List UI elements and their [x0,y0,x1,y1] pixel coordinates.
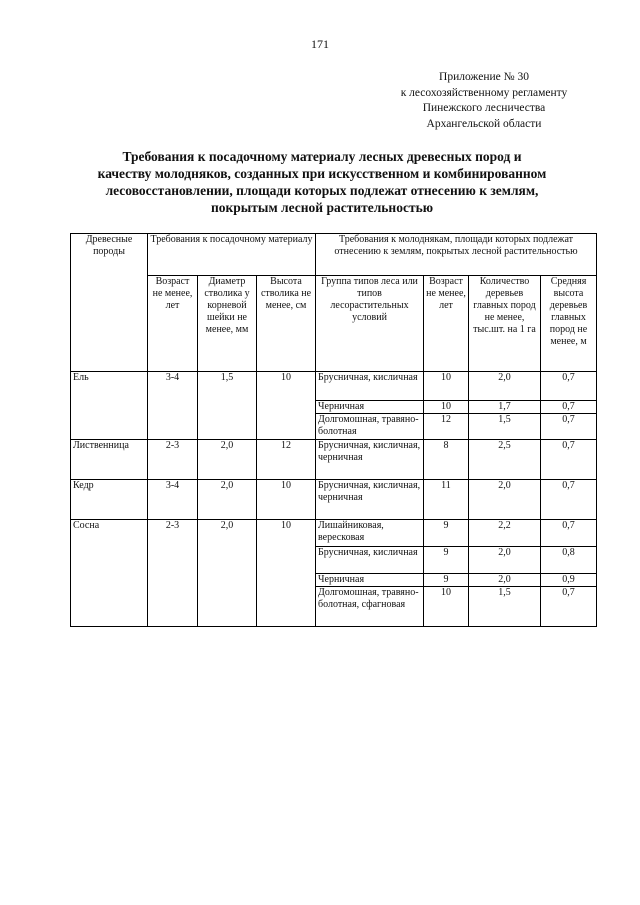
young-age-cell: 10 [424,401,469,414]
young-age-cell: 10 [424,372,469,401]
height-cell: 10 [257,372,316,440]
young-age-cell: 12 [424,414,469,440]
age-cell: 3-4 [148,480,198,520]
forest-type-cell: Брусничная, кисличная, черничная [316,440,424,480]
header-height: Высота стволика не менее, см [257,276,316,372]
title-line: покрытым лесной растительностью [210,200,434,215]
forest-type-cell: Брусничная, кисличная, черничная [316,480,424,520]
age-cell: 2-3 [148,520,198,627]
appendix-line: Пинежского лесничества [422,102,546,114]
mean-height-cell: 0,7 [541,401,597,414]
tree-count-cell: 1,5 [469,587,541,627]
mean-height-cell: 0,7 [541,372,597,401]
requirements-table [70,233,597,627]
mean-height-cell: 0,7 [541,587,597,627]
header-planting-material: Требования к посадочному материалу [148,234,316,276]
young-age-cell: 11 [424,480,469,520]
height-cell: 10 [257,520,316,627]
tree-count-cell: 2,5 [469,440,541,480]
tree-count-cell: 2,2 [469,520,541,547]
young-age-cell: 9 [424,520,469,547]
tree-count-cell: 2,0 [469,372,541,401]
forest-type-cell: Черничная [316,574,424,587]
species-cell: Сосна [71,520,148,627]
young-age-cell: 9 [424,574,469,587]
diameter-cell: 2,0 [198,520,257,627]
forest-type-cell: Брусничная, кисличная [316,547,424,574]
header-forest-type: Группа типов леса или типов лесорастительных условий [316,276,424,372]
header-young-age: Возраст не менее, лет [424,276,469,372]
table-row [71,520,597,547]
header-species: Древесные породы [71,234,148,372]
young-age-cell: 9 [424,547,469,574]
forest-type-cell: Брусничная, кисличная [316,372,424,401]
mean-height-cell: 0,7 [541,414,597,440]
table-row [71,372,597,401]
header-mean-height: Средняя высота деревьев главных пород не менее, м [541,276,597,372]
page-number: 171 [311,37,329,51]
young-age-cell: 8 [424,440,469,480]
header-young-stands: Требования к молоднякам, площади которых подлежат отнесению к землям, покрытых лесной растительностью [316,234,597,276]
header-tree-count: Количество деревьев главных пород не менее, тыс.шт. на 1 га [469,276,541,372]
forest-type-cell: Лишайниковая, вересковая [316,520,424,547]
header-diameter: Диаметр стволика у корневой шейки не менее, мм [198,276,257,372]
mean-height-cell: 0,7 [541,440,597,480]
species-cell: Ель [71,372,148,440]
title-line: Требования к посадочному материалу лесных древесных пород и [122,149,522,164]
height-cell: 12 [257,440,316,480]
diameter-cell: 1,5 [198,372,257,440]
appendix-caption [360,70,608,132]
tree-count-cell: 2,0 [469,480,541,520]
forest-type-cell: Долгомошная, травяно-болотная, сфагновая [316,587,424,627]
mean-height-cell: 0,7 [541,480,597,520]
table-body [71,372,597,627]
table-header [71,234,597,372]
header-age: Возраст не менее, лет [148,276,198,372]
age-cell: 3-4 [148,372,198,440]
tree-count-cell: 1,7 [469,401,541,414]
young-age-cell: 10 [424,587,469,627]
diameter-cell: 2,0 [198,480,257,520]
document-title [72,148,572,216]
diameter-cell: 2,0 [198,440,257,480]
tree-count-cell: 2,0 [469,547,541,574]
forest-type-cell: Черничная [316,401,424,414]
appendix-line: Приложение № 30 [439,71,529,83]
table-row [71,440,597,480]
table-row [71,480,597,520]
appendix-line: Архангельской области [426,117,542,130]
height-cell: 10 [257,480,316,520]
tree-count-cell: 1,5 [469,414,541,440]
title-line: лесовосстановлении, площади которых подлежат отнесению к землям, [105,183,539,198]
mean-height-cell: 0,8 [541,547,597,574]
forest-type-cell: Долгомошная, травяно-болотная [316,414,424,440]
mean-height-cell: 0,7 [541,520,597,547]
tree-count-cell: 2,0 [469,574,541,587]
species-cell: Лиственница [71,440,148,480]
age-cell: 2-3 [148,440,198,480]
title-line: качеству молодняков, созданных при искусственном и комбинированном [97,166,547,181]
species-cell: Кедр [71,480,148,520]
appendix-line: к лесохозяйственному регламенту [400,86,568,99]
mean-height-cell: 0,9 [541,574,597,587]
